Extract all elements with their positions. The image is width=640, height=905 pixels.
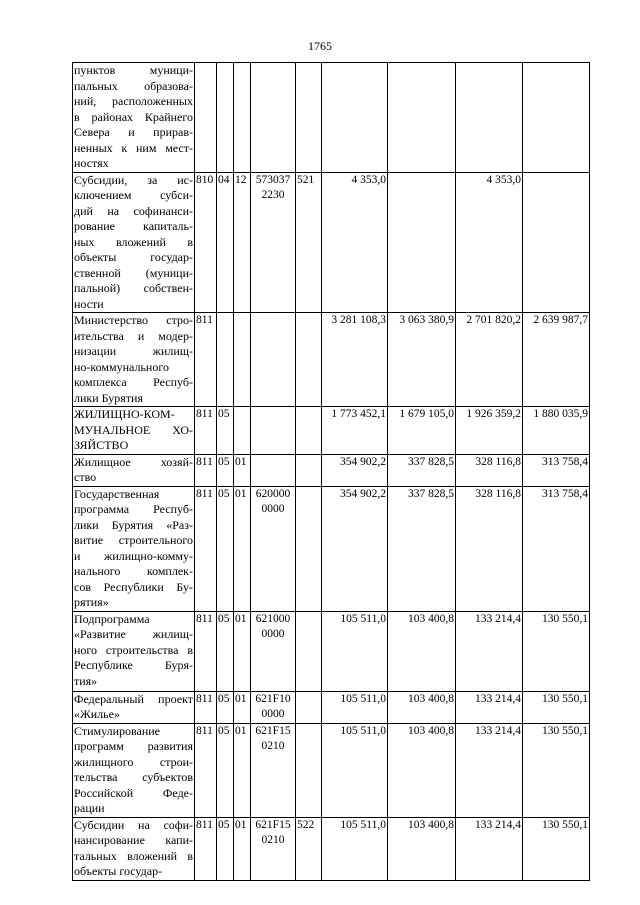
amount-col-3: 328 116,8 [456,486,523,611]
expense-type-code [296,313,322,407]
table-row [73,407,590,455]
target-article-code [251,313,296,407]
amount-col-4: 1 880 035,9 [523,407,590,455]
subsection-code: 12 [234,172,251,313]
grbs-code: 811 [195,486,217,611]
amount-col-1: 3 281 108,3 [322,313,388,407]
target-article-code: 621F15 0210 [251,723,296,817]
amount-col-4: 313 758,4 [523,486,590,611]
amount-col-3: 1 926 359,2 [456,407,523,455]
subsection-code [234,407,251,455]
expense-type-code [296,723,322,817]
amount-col-3: 133 214,4 [456,723,523,817]
grbs-code: 811 [195,454,217,486]
subsection-code: 01 [234,454,251,486]
amount-col-4: 2 639 987,7 [523,313,590,407]
row-name: Жилищное хозяй- ство [74,454,193,484]
row-name: Субсидии, за ис- ключением субси- дий на софинанси- рование капиталь- ных вложений в объекты государ- ственной (муници- пальной) собствен- ности [74,172,193,311]
expense-type-code [296,611,322,691]
table-row [73,723,590,817]
target-article-code: 573037 2230 [251,172,296,313]
page-number: 1765 [308,39,332,53]
amount-col-3: 133 214,4 [456,817,523,880]
subsection-code: 01 [234,817,251,880]
amount-col-1: 105 511,0 [322,611,388,691]
grbs-code: 811 [195,313,217,407]
grbs-code: 811 [195,691,217,723]
row-name: пунктов муници- пальных образова- ний, расположенных в районах Крайнего Севера и прирав- ненных к ним мест- ностях [74,63,193,170]
section-code: 05 [217,817,234,880]
table-row [73,63,590,173]
target-article-code: 621F15 0210 [251,817,296,880]
row-name: ЖИЛИЩНО-КОМ- МУНАЛЬНОЕ ХО- ЗЯЙСТВО [74,407,193,452]
target-article-code: 620000 0000 [251,486,296,611]
amount-col-4: 130 550,1 [523,691,590,723]
row-name: Федеральный проект «Жилье» [74,691,193,721]
amount-col-2: 103 400,8 [388,611,456,691]
target-article-code [251,63,296,173]
amount-col-1: 105 511,0 [322,691,388,723]
table-row [73,313,590,407]
amount-col-2 [388,172,456,313]
amount-col-1: 105 511,0 [322,723,388,817]
section-code: 05 [217,691,234,723]
amount-col-3: 2 701 820,2 [456,313,523,407]
grbs-code [195,63,217,173]
amount-col-2: 103 400,8 [388,691,456,723]
expense-type-code: 521 [296,172,322,313]
row-name: Министерство стро- ительства и модер- низации жилищ- но-коммунального комплекса Респуб- лики Бурятия [74,313,193,405]
amount-col-2: 337 828,5 [388,486,456,611]
amount-col-4: 130 550,1 [523,611,590,691]
amount-col-2: 1 679 105,0 [388,407,456,455]
target-article-code: 621F10 0000 [251,691,296,723]
target-article-code: 621000 0000 [251,611,296,691]
grbs-code: 811 [195,611,217,691]
table-row [73,817,590,880]
amount-col-2: 103 400,8 [388,817,456,880]
table-row [73,611,590,691]
section-code [217,63,234,173]
subsection-code: 01 [234,611,251,691]
target-article-code [251,454,296,486]
grbs-code: 811 [195,817,217,880]
grbs-code: 811 [195,723,217,817]
section-code: 04 [217,172,234,313]
table-row [73,172,590,313]
amount-col-4: 130 550,1 [523,817,590,880]
amount-col-1: 354 902,2 [322,454,388,486]
amount-col-1 [322,63,388,173]
expense-type-code [296,454,322,486]
section-code: 05 [217,611,234,691]
table-row [73,454,590,486]
grbs-code: 811 [195,407,217,455]
section-code: 05 [217,407,234,455]
section-code: 05 [217,486,234,611]
row-name: Стимулирование программ развития жилищного строи- тельства субъектов Российской Феде- рации [74,723,193,815]
amount-col-3 [456,63,523,173]
table-body [73,63,590,881]
grbs-code: 810 [195,172,217,313]
row-name: Субсидии на софи- нансирование капи- тальных вложений в объекты государ- [74,817,193,878]
subsection-code: 01 [234,486,251,611]
budget-table [72,62,590,881]
amount-col-1: 354 902,2 [322,486,388,611]
expense-type-code [296,486,322,611]
amount-col-2: 3 063 380,9 [388,313,456,407]
amount-col-4: 313 758,4 [523,454,590,486]
subsection-code: 01 [234,691,251,723]
row-name: Подпрограмма «Развитие жилищ- ного строительства в Республике Буря- тия» [73,611,195,691]
amount-col-2: 337 828,5 [388,454,456,486]
subsection-code [234,313,251,407]
target-article-code [251,407,296,455]
amount-col-4 [523,63,590,173]
amount-col-3: 328 116,8 [456,454,523,486]
section-code [217,313,234,407]
expense-type-code [296,691,322,723]
expense-type-code: 522 [296,817,322,880]
amount-col-3: 133 214,4 [456,691,523,723]
row-name: Государственная программа Респуб- лики Бурятия «Раз- витие строительного и жилищно-комму- нального комплек- сов Республики Бу- рятия» [74,486,193,609]
expense-type-code [296,63,322,173]
section-code: 05 [217,454,234,486]
amount-col-2 [388,63,456,173]
amount-col-3: 133 214,4 [456,611,523,691]
amount-col-1: 105 511,0 [322,817,388,880]
amount-col-2: 103 400,8 [388,723,456,817]
section-code: 05 [217,723,234,817]
expense-type-code [296,407,322,455]
table-row [73,486,590,611]
amount-col-4 [523,172,590,313]
amount-col-4: 130 550,1 [523,723,590,817]
table-row [73,691,590,723]
amount-col-3: 4 353,0 [456,172,523,313]
amount-col-1: 1 773 452,1 [322,407,388,455]
amount-col-1: 4 353,0 [322,172,388,313]
subsection-code [234,63,251,173]
subsection-code: 01 [234,723,251,817]
